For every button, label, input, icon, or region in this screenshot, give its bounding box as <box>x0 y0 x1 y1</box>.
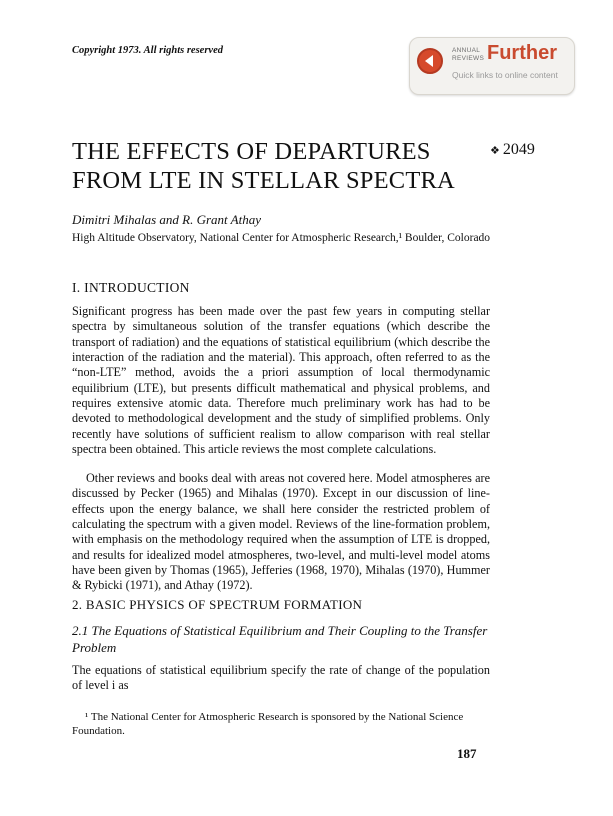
subsection-heading: 2.1 The Equations of Statistical Equilibrium and Their Coupling to the Transfer Problem <box>72 623 488 655</box>
diamond-icon: ❖ <box>490 145 500 157</box>
section-heading-basic-physics: 2. BASIC PHYSICS OF SPECTRUM FORMATION <box>72 597 363 612</box>
intro-paragraph-2: Other reviews and books deal with areas not covered here. Model atmospheres are discussed by Pecker (1965) and Mihalas (1970). Except in our discussion of line-effects upon the energy balance, we shall here consider the restricted problem of calculating the spectrum with a given model. Reviews of the line-formation problem, with emphasis on the methodology required when the assumption of LTE is dropped, and results for idealized model atmospheres, two-level, and multi-level model atoms have been given by Thomas (1965), Jefferies (1968, 1970), Mihalas (1970), Hummer & Rybicki (1971), and Athay (1972). <box>72 471 490 593</box>
footnote: ¹ The National Center for Atmospheric Research is sponsored by the National Science Foundation. <box>72 711 464 737</box>
copyright-notice: Copyright 1973. All rights reserved <box>72 45 223 56</box>
badge-annual-text: ANNUAL <box>452 47 481 54</box>
section2-paragraph: The equations of statistical equilibrium specify the rate of change of the population of level i as <box>72 663 490 693</box>
badge-further-text: Further <box>487 42 557 64</box>
further-badge[interactable] <box>409 37 575 95</box>
badge-subtitle: Quick links to online content <box>452 70 558 80</box>
article-code <box>490 141 535 159</box>
badge-reviews-text: REVIEWS <box>452 54 485 62</box>
section-heading-introduction: I. INTRODUCTION <box>72 280 190 295</box>
annual-reviews-wordmark <box>452 47 484 62</box>
article-title: THE EFFECTS OF DEPARTURES FROM LTE IN STELLAR SPECTRA <box>72 138 455 194</box>
page-number: 187 <box>457 746 477 761</box>
article-code-number: 2049 <box>502 141 535 158</box>
article-affiliation: High Altitude Observatory, National Center for Atmospheric Research,¹ Boulder, Colorado <box>72 232 491 244</box>
article-authors: Dimitri Mihalas and R. Grant Athay <box>72 212 261 227</box>
arrow-left-icon <box>417 48 443 74</box>
intro-paragraph-1: Significant progress has been made over the past few years in computing stellar spectra by simultaneous solution of the transfer equations (which describe the transport of radiation) and the equations of statistical equilibrium (which describe the interaction of the radiation and the material). This approach, often referred to as the “non-LTE” method, avoids the a priori assumption of local thermodynamic equilibrium (LTE), but presents difficult mathematical and physical problems, and requires extensive atomic data. Therefore much preliminary work has had to be devoted to methodological development and the study of simplified problems. Only recently have solutions of sufficient realism to allow comparison with real stellar spectra been obtained. This article reviews the most complete calculations. <box>72 304 490 457</box>
